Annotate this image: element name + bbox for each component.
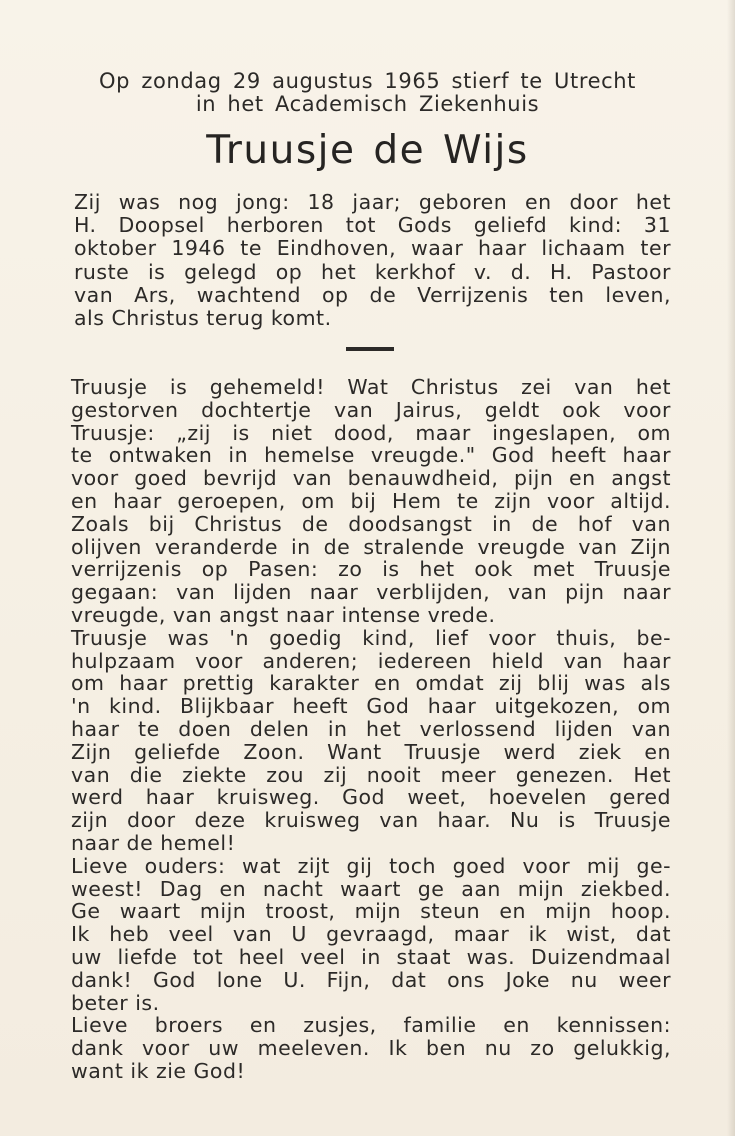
body-line: 'n kind. Blijkbaar heeft God haar uitgekozen, om (71, 694, 671, 719)
body-line: want ik zie God! (71, 1058, 246, 1083)
intro-paragraph (74, 191, 671, 330)
body-line: uw liefde tot heel veel in staat was. Duizendmaal (71, 944, 671, 969)
body-line: Ik heb veel van U gevraagd, maar ik wist, dat (71, 922, 671, 947)
body-line: naar de hemel! (71, 830, 236, 855)
deceased-name: Truusje de Wijs (206, 128, 529, 173)
body-line: haar te doen delen in het verlossend lijden van (71, 716, 671, 741)
body-line: te ontwaken in hemelse vreugde." God heeft haar (71, 443, 671, 468)
announcement-line-date: Op zondag 29 augustus 1965 stierf te Utrecht (99, 69, 636, 93)
body-line: van die ziekte zou zij nooit meer genezen. Het (71, 762, 671, 787)
intro-line: van Ars, wachtend op de Verrijzenis ten leven, (74, 282, 671, 307)
intro-line: Zij was nog jong: 18 jaar; geboren en door het (74, 190, 671, 214)
intro-line: oktober 1946 te Eindhoven, waar haar lichaam ter (74, 236, 671, 261)
body-line: hulpzaam voor anderen; iedereen hield van haar (71, 648, 671, 673)
body-line: Lieve broers en zusjes, familie en kennissen: (71, 1013, 671, 1038)
body-text (71, 376, 671, 1083)
body-line: dank voor uw meeleven. Ik ben nu zo gelukkig, (71, 1036, 671, 1061)
body-line: dank! God lone U. Fijn, dat ons Joke nu weer (71, 967, 671, 992)
intro-line: ruste is gelegd op het kerkhof v. d. H. Pastoor (74, 259, 671, 284)
section-divider (346, 347, 394, 351)
body-line: Zijn geliefde Zoon. Want Truusje werd ziek en (71, 739, 671, 764)
body-line: werd haar kruisweg. God weet, hoevelen gered (71, 785, 671, 810)
body-line: gegaan: van lijden naar verblijden, van pijn naar (71, 580, 671, 605)
intro-line: als Christus terug komt. (74, 306, 332, 331)
intro-line: H. Doopsel herboren tot Gods geliefd kind: 31 (74, 213, 671, 238)
body-line: Ge waart mijn troost, mijn steun en mijn hoop. (71, 899, 671, 924)
body-line: Truusje: „zij is niet dood, maar ingeslapen, om (71, 420, 671, 445)
body-line: vreugde, van angst naar intense vrede. (71, 602, 496, 627)
body-line: Lieve ouders: wat zijt gij toch goed voor mij ge- (71, 853, 671, 878)
body-line: gestorven dochtertje van Jairus, geldt ook voor (71, 397, 671, 422)
body-line: weest! Dag en nacht waart ge aan mijn ziekbed. (71, 876, 671, 901)
body-line: om haar prettig karakter en omdat zij blij was als (71, 671, 671, 696)
body-line: Zoals bij Christus de doodsangst in de hof van (71, 511, 671, 536)
body-line: Truusje is gehemeld! Wat Christus zei van het (71, 375, 671, 399)
body-line: en haar geroepen, om bij Hem te zijn voor altijd. (71, 488, 671, 513)
body-line: Truusje was 'n goedig kind, lief voor thuis, be- (71, 625, 671, 650)
body-line: verrijzenis op Pasen: zo is het ook met Truusje (71, 557, 671, 582)
body-line: zijn door deze kruisweg van haar. Nu is Truusje (71, 808, 671, 833)
announcement-line-place: in het Academisch Ziekenhuis (195, 92, 540, 116)
body-line: voor goed bevrijd van benauwdheid, pijn en angst (71, 466, 671, 491)
body-line: beter is. (71, 990, 160, 1015)
announcement-header (0, 70, 735, 116)
body-line: olijven veranderde in de stralende vreugde van Zijn (71, 534, 671, 559)
